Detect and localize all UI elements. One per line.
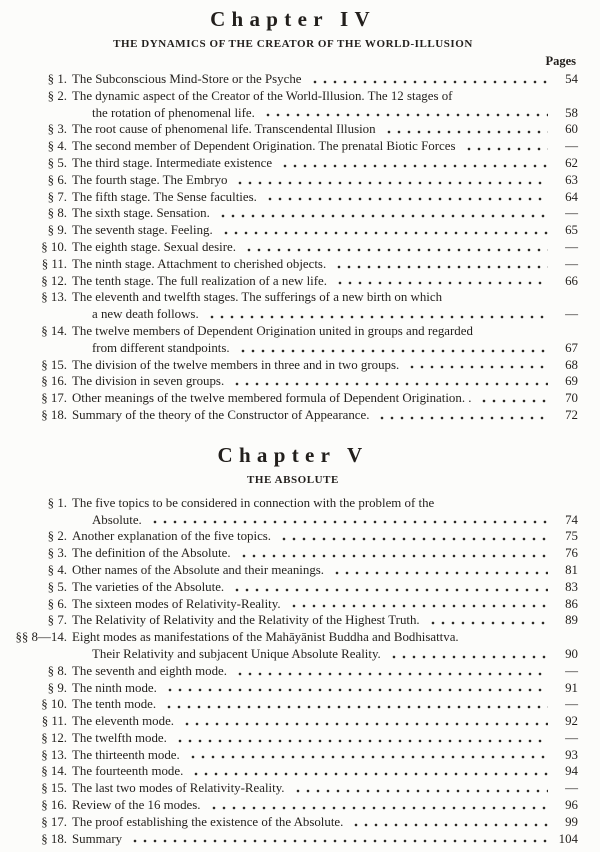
toc-entry <box>8 579 578 596</box>
entry-number: § 13. <box>41 290 67 305</box>
entry-content <box>72 680 578 697</box>
entry-number: § 12. <box>41 273 67 288</box>
entry-page: 63 <box>565 172 578 187</box>
entry-text: The seventh and eighth mode. <box>72 663 228 678</box>
entry-last-line <box>72 357 578 374</box>
entry-content <box>72 121 578 138</box>
entry-content <box>72 88 578 122</box>
dot-leader <box>236 340 548 357</box>
dot-leader <box>230 373 548 390</box>
entry-number: § 4. <box>47 139 67 154</box>
entry-content <box>72 629 578 663</box>
entry-text: Summary <box>72 831 123 846</box>
entry-content <box>72 407 578 424</box>
entry-page: 70 <box>565 391 578 406</box>
dot-leader <box>308 71 549 88</box>
dot-leader <box>477 390 548 407</box>
entry-text: Another explanation of the five topics. <box>72 529 272 544</box>
dot-leader <box>163 680 548 697</box>
toc-entry <box>8 189 578 206</box>
entry-text: from different standpoints. <box>92 340 230 355</box>
entry-last-line <box>72 528 578 545</box>
entry-page: 81 <box>565 562 578 577</box>
toc-entry <box>8 629 578 663</box>
toc-entry <box>8 256 578 273</box>
entry-content <box>72 545 578 562</box>
entry-page: 54 <box>565 72 578 86</box>
entry-last-line <box>72 105 578 122</box>
entry-text: The fourteenth mode. <box>72 764 184 779</box>
entry-content <box>72 273 578 290</box>
entry-text: Their Relativity and subjacent Unique Absolute Reality. <box>92 646 381 661</box>
entry-page: 89 <box>565 613 578 628</box>
entry-page: 90 <box>565 646 578 661</box>
entry-page: — <box>565 139 578 154</box>
entry-page: 94 <box>565 764 578 779</box>
entry-number: § 5. <box>47 155 67 170</box>
entry-content <box>72 747 578 764</box>
entry-last-line <box>72 579 578 596</box>
entry-content <box>72 780 578 797</box>
dot-leader <box>219 222 548 239</box>
entry-page: 86 <box>565 596 578 611</box>
chapter-title: Chapter IV <box>210 7 376 31</box>
entry-last-line <box>72 273 578 290</box>
entry-last-line <box>72 512 578 529</box>
entry-list <box>8 495 578 848</box>
entry-text: Other names of the Absolute and their meanings. <box>72 562 325 577</box>
entry-page: 99 <box>565 814 578 829</box>
entry-last-line <box>72 71 578 88</box>
entry-page: 104 <box>558 831 578 846</box>
toc-entry <box>8 222 578 239</box>
entry-last-line <box>72 562 578 579</box>
dot-leader <box>148 512 548 529</box>
entry-content <box>72 357 578 374</box>
entry-content <box>72 579 578 596</box>
entry-page: 60 <box>565 122 578 137</box>
entry-page: — <box>565 697 578 712</box>
toc-entry <box>8 747 578 764</box>
toc-entry <box>8 373 578 390</box>
toc-entry <box>8 831 578 848</box>
dot-leader <box>349 814 548 831</box>
entry-page: 58 <box>565 105 578 120</box>
entry-last-line <box>72 121 578 138</box>
entry-last-line <box>72 189 578 206</box>
toc-entry <box>8 390 578 407</box>
entry-last-line <box>72 373 578 390</box>
entry-text: The sixth stage. Sensation. <box>72 206 210 221</box>
entry-page: 96 <box>565 798 578 813</box>
entry-page: — <box>565 663 578 678</box>
entry-last-line <box>72 747 578 764</box>
entry-content <box>72 663 578 680</box>
chapter-section <box>8 6 578 424</box>
entry-text: The tenth stage. The full realization of a new life. <box>72 273 327 288</box>
toc-entry <box>8 528 578 545</box>
dot-leader <box>233 663 548 680</box>
entry-text: The Relativity of Relativity and the Relativity of the Highest Truth. <box>72 613 420 628</box>
entry-page: — <box>565 239 578 254</box>
entry-page: 72 <box>565 407 578 422</box>
dot-leader <box>261 105 548 122</box>
dot-leader <box>382 121 548 138</box>
entry-text: The fourth stage. The Embryo <box>72 172 228 187</box>
entry-list <box>8 71 578 424</box>
entry-content <box>72 797 578 814</box>
dot-leader <box>242 239 548 256</box>
entry-page: 64 <box>565 189 578 204</box>
entry-text: The varieties of the Absolute. <box>72 579 225 594</box>
entry-text: The definition of the Absolute. <box>72 546 231 561</box>
entry-content <box>72 373 578 390</box>
toc-entry <box>8 696 578 713</box>
entry-content <box>72 814 578 831</box>
entry-text: The eleventh mode. <box>72 714 175 729</box>
entry-text-line: The five topics to be considered in connection with the problem of the <box>72 495 435 510</box>
toc-entry <box>8 407 578 424</box>
entry-number: § 14. <box>41 764 67 779</box>
entry-page: 76 <box>565 546 578 561</box>
toc-entry <box>8 612 578 629</box>
entry-content <box>72 172 578 189</box>
entry-page: 92 <box>565 714 578 729</box>
toc-entry <box>8 713 578 730</box>
dot-leader <box>375 407 548 424</box>
dot-leader <box>230 579 548 596</box>
entry-number: § 8. <box>47 206 67 221</box>
entry-last-line <box>72 831 578 848</box>
pages-column-label: Pages <box>545 54 576 68</box>
entry-last-line <box>72 256 578 273</box>
entry-content <box>72 71 578 88</box>
entry-number: § 3. <box>47 122 67 137</box>
entry-last-line <box>72 596 578 613</box>
entry-page: 62 <box>565 155 578 170</box>
entry-number: § 1. <box>47 72 67 86</box>
entry-number: § 18. <box>41 407 67 422</box>
entry-last-line <box>72 663 578 680</box>
entry-last-line <box>72 138 578 155</box>
entry-content <box>72 390 578 407</box>
toc-entry <box>8 562 578 579</box>
dot-leader <box>189 763 548 780</box>
entry-text: The ninth mode. <box>72 680 157 695</box>
chapter-subtitle: THE ABSOLUTE <box>247 473 339 486</box>
entry-page: 65 <box>565 223 578 238</box>
entry-text: The eighth stage. Sexual desire. <box>72 239 236 254</box>
entry-number: § 9. <box>47 680 67 695</box>
entry-page: — <box>565 781 578 796</box>
entry-last-line <box>72 696 578 713</box>
entry-content <box>72 222 578 239</box>
dot-leader <box>333 273 548 290</box>
entry-content <box>72 138 578 155</box>
entry-page: 83 <box>565 579 578 594</box>
entry-content <box>72 289 578 323</box>
entry-number: § 17. <box>41 391 67 406</box>
entry-number: § 6. <box>47 172 67 187</box>
entry-number: § 16. <box>41 374 67 389</box>
entry-content <box>72 323 578 357</box>
entry-text: Review of the 16 modes. <box>72 798 201 813</box>
dot-leader <box>162 696 548 713</box>
dot-leader <box>291 780 548 797</box>
entry-text-line: The eleventh and twelfth stages. The sufferings of a new birth on which <box>72 290 443 305</box>
entry-content <box>72 239 578 256</box>
entry-text: the rotation of phenomenal life. <box>92 105 255 120</box>
dot-leader <box>330 562 548 579</box>
entry-number: §§ 8—14. <box>15 630 67 645</box>
entry-number: § 13. <box>41 747 67 762</box>
entry-number: § 14. <box>41 323 67 338</box>
toc-entry <box>8 121 578 138</box>
entry-last-line <box>72 155 578 172</box>
entry-content <box>72 612 578 629</box>
dot-leader <box>277 528 548 545</box>
dot-leader <box>207 797 548 814</box>
entry-text: The tenth mode. <box>72 697 157 712</box>
entry-content <box>72 155 578 172</box>
entry-content <box>72 730 578 747</box>
entry-last-line <box>72 646 578 663</box>
entry-text: The fifth stage. The Sense faculties. <box>72 189 257 204</box>
entry-number: § 10. <box>41 697 67 712</box>
dot-leader <box>405 357 548 374</box>
entry-text: The Subconscious Mind-Store or the Psyche <box>72 72 302 86</box>
entry-number: § 15. <box>41 357 67 372</box>
entry-page: — <box>565 730 578 745</box>
entry-text: The second member of Dependent Origination. The prenatal Biotic Forces <box>72 139 456 154</box>
entry-content <box>72 831 578 848</box>
entry-number: § 17. <box>41 814 67 829</box>
toc-entry <box>8 289 578 323</box>
entry-text: a new death follows. <box>92 307 199 322</box>
entry-last-line <box>72 306 578 323</box>
entry-number: § 2. <box>47 88 67 103</box>
entry-last-line <box>72 763 578 780</box>
entry-last-line <box>72 612 578 629</box>
toc-entry <box>8 814 578 831</box>
entry-text-line: Eight modes as manifestations of the Mahāyānist Buddha and Bodhisattva. <box>72 630 459 645</box>
entry-content <box>72 562 578 579</box>
entry-number: § 2. <box>47 529 67 544</box>
entry-number: § 9. <box>47 223 67 238</box>
entry-text: The root cause of phenomenal life. Transcendental Illusion <box>72 122 376 137</box>
toc-entry <box>8 273 578 290</box>
entry-content <box>72 763 578 780</box>
entry-text: The division in seven groups. <box>72 374 225 389</box>
dot-leader <box>263 189 548 206</box>
toc-entry <box>8 357 578 374</box>
dot-leader <box>426 612 548 629</box>
entry-number: § 6. <box>47 596 67 611</box>
dot-leader <box>180 713 548 730</box>
toc-entry <box>8 545 578 562</box>
entry-content <box>72 528 578 545</box>
dot-leader <box>233 172 548 189</box>
entry-number: § 11. <box>41 714 67 729</box>
entry-number: § 7. <box>47 613 67 628</box>
entry-page: 93 <box>565 747 578 762</box>
entry-content <box>72 256 578 273</box>
toc-entry <box>8 172 578 189</box>
dot-leader <box>173 730 548 747</box>
entry-content <box>72 205 578 222</box>
entry-last-line <box>72 730 578 747</box>
dot-leader <box>387 646 548 663</box>
entry-page: 91 <box>565 680 578 695</box>
toc-entry <box>8 239 578 256</box>
entry-number: § 12. <box>41 730 67 745</box>
entry-page: 68 <box>565 357 578 372</box>
entry-text: The division of the twelve members in three and in two groups. <box>72 357 400 372</box>
entry-last-line <box>72 797 578 814</box>
entry-last-line <box>72 780 578 797</box>
entry-number: § 15. <box>41 781 67 796</box>
toc-entry <box>8 596 578 613</box>
dot-leader <box>287 596 548 613</box>
toc-entry <box>8 663 578 680</box>
chapter-subtitle: THE DYNAMICS OF THE CREATOR OF THE WORLD-ILLUSION <box>113 38 473 50</box>
entry-text: The seventh stage. Feeling. <box>72 223 213 238</box>
dot-leader <box>237 545 548 562</box>
entry-last-line <box>72 340 578 357</box>
dot-leader <box>205 306 548 323</box>
entry-number: § 10. <box>41 239 67 254</box>
entry-page: 75 <box>565 529 578 544</box>
toc-entry <box>8 763 578 780</box>
dot-leader <box>128 831 548 848</box>
entry-content <box>72 495 578 529</box>
entry-number: § 3. <box>47 546 67 561</box>
entry-content <box>72 696 578 713</box>
entry-content <box>72 713 578 730</box>
entry-text: The twelfth mode. <box>72 730 167 745</box>
entry-text: The thirteenth mode. <box>72 747 180 762</box>
entry-text: The proof establishing the existence of the Absolute. <box>72 814 344 829</box>
entry-text-line: The twelve members of Dependent Origination united in groups and regarded <box>72 323 473 338</box>
entry-text: The sixteen modes of Relativity-Reality. <box>72 596 281 611</box>
entry-number: § 11. <box>41 256 67 271</box>
entry-number: § 18. <box>41 831 67 846</box>
entry-page: 67 <box>565 340 578 355</box>
toc-entry <box>8 797 578 814</box>
dot-leader <box>278 155 548 172</box>
entry-number: § 8. <box>47 663 67 678</box>
entry-page: 74 <box>565 512 578 527</box>
chapter-section <box>8 442 578 848</box>
entry-text: The third stage. Intermediate existence <box>72 155 273 170</box>
chapter-title: Chapter V <box>217 442 369 467</box>
entry-number: § 1. <box>47 495 67 510</box>
entry-text: The last two modes of Relativity-Reality. <box>72 781 285 796</box>
entry-last-line <box>72 814 578 831</box>
toc-entry <box>8 680 578 697</box>
entry-page: — <box>565 256 578 271</box>
entry-page: 69 <box>565 374 578 389</box>
entry-content <box>72 596 578 613</box>
entry-last-line <box>72 172 578 189</box>
entry-text: Absolute. <box>92 512 142 527</box>
dot-leader <box>462 138 549 155</box>
entry-last-line <box>72 205 578 222</box>
toc-entry <box>8 205 578 222</box>
entry-number: § 5. <box>47 579 67 594</box>
toc-entry <box>8 155 578 172</box>
toc-entry <box>8 88 578 122</box>
entry-page: — <box>565 307 578 322</box>
entry-page: — <box>565 206 578 221</box>
entry-text: Summary of the theory of the Constructor of Appearance. <box>72 407 370 422</box>
entry-number: § 4. <box>47 562 67 577</box>
dot-leader <box>216 205 548 222</box>
entry-text: The ninth stage. Attachment to cherished objects. <box>72 256 327 271</box>
toc-entry <box>8 780 578 797</box>
entry-last-line <box>72 407 578 424</box>
entry-last-line <box>72 390 578 407</box>
toc-entry <box>8 138 578 155</box>
entry-content <box>72 189 578 206</box>
entry-last-line <box>72 239 578 256</box>
dot-leader <box>186 747 548 764</box>
toc-entry <box>8 71 578 88</box>
entry-last-line <box>72 222 578 239</box>
toc-entry <box>8 495 578 529</box>
dot-leader <box>332 256 548 273</box>
entry-text-line: The dynamic aspect of the Creator of the World-Illusion. The 12 stages of <box>72 88 453 103</box>
entry-page: 66 <box>565 273 578 288</box>
entry-last-line <box>72 545 578 562</box>
entry-number: § 7. <box>47 189 67 204</box>
entry-last-line <box>72 680 578 697</box>
toc-entry <box>8 730 578 747</box>
entry-last-line <box>72 713 578 730</box>
toc-entry <box>8 323 578 357</box>
entry-number: § 16. <box>41 798 67 813</box>
entry-text: Other meanings of the twelve membered formula of Dependent Origination. . <box>72 391 472 406</box>
